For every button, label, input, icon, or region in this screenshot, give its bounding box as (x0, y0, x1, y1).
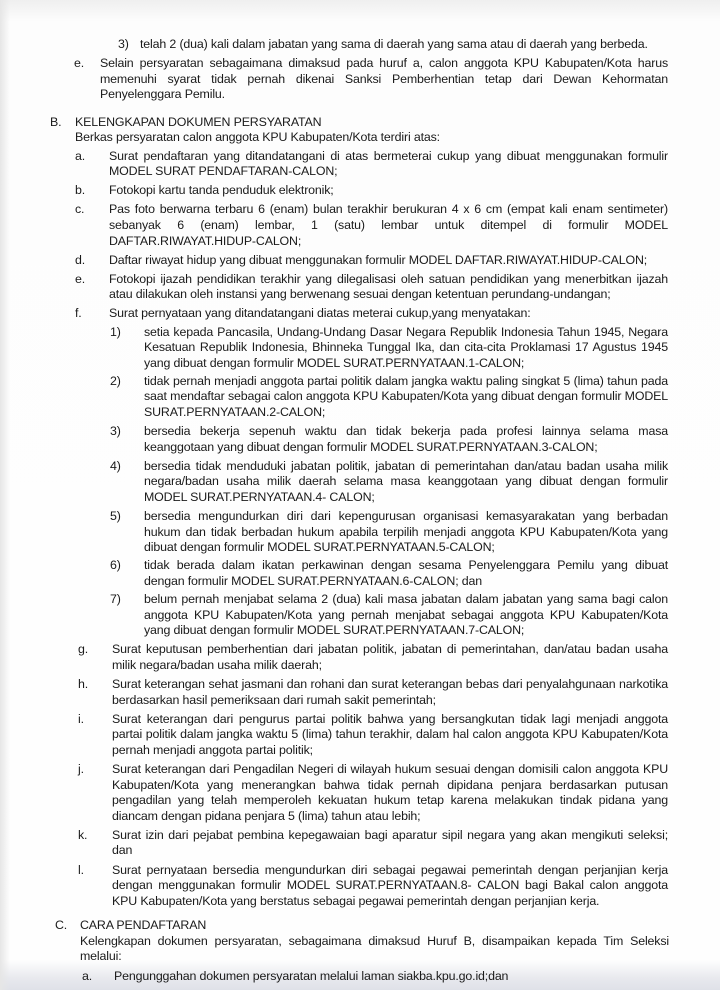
requirement-item-d (75, 252, 668, 269)
list-marker: j. (78, 761, 84, 776)
list-item-text: Daftar riwayat hidup yang dibuat menggunakan formulir MODEL DAFTAR.RIWAYAT.HIDUP-CALON; (109, 252, 648, 267)
section-c-intro: Kelengkapan dokumen persyaratan, sebagaimana dimaksud Huruf B, disampaikan kepada Tim Seleksi melalui: (80, 933, 669, 964)
statement-item-2 (110, 373, 668, 421)
list-marker: k. (78, 827, 88, 842)
list-marker: c. (75, 202, 85, 217)
list-item-text: bersedia mengundurkan diri dari kepengurusan organisasi kemasyarakatan yang berbadan hukum dan tidak berbadan hukum apabila terpilih menjadi anggota KPU Kabupaten/Kota yang dibuat dengan formulir MODEL SURAT.PERNYATAAN.5-CALON; (144, 509, 668, 555)
requirement-item-h (78, 676, 668, 708)
section-b-heading (50, 114, 668, 131)
list-item-text: belum pernah menjabat selama 2 (dua) kali masa jabatan dalam jabatan yang sama bagi calon anggota KPU Kabupaten/Kota yang pernah menjabat sebagai anggota KPU Kabupaten/Kota yang dibuat dengan formulir MODEL SURAT.PERNYATAAN.7-CALON; (144, 592, 668, 638)
list-item-text: Fotokopi ijazah pendidikan terakhir yang dilegalisasi oleh satuan pendidikan yang menerbitkan ijazah atau dilakukan oleh instansi yang berwenang sesuai dengan ketentuan perundang-undangan; (109, 271, 668, 302)
list-item-text: Pengunggahan dokumen persyaratan melalui laman siakba.kpu.go.id;dan (114, 968, 509, 983)
statement-item-1 (110, 324, 668, 372)
section-marker: C. (55, 918, 68, 933)
list-item-text: Surat pernyataan bersedia mengundurkan diri sebagai pegawai pemerintah dengan perjanjian kerja dengan menggunakan formulir MODEL SURAT.PERNYATAAN.8- CALON bagi Bakal calon anggota KPU Kabupaten/Kota yang berstatus sebagai pegawai pemerintah dengan perjanjian kerja. (112, 862, 668, 908)
section-title: CARA PENDAFTARAN (80, 918, 207, 933)
list-marker: a. (82, 968, 93, 983)
requirement-item-g (78, 642, 668, 673)
list-marker: l. (78, 862, 84, 877)
list-item-text: Surat keputusan pemberhentian dari jabatan politik, jabatan di pemerintahan, dan/atau badan usaha milik negara/badan usaha milik daerah; (112, 642, 668, 672)
list-marker: h. (78, 676, 89, 691)
statement-item-4 (110, 458, 668, 506)
list-marker: f. (75, 306, 82, 321)
list-item-text: Surat keterangan sehat jasmani dan rohani dan surat keterangan bebas dari penyalahgunaan narkotika berdasarkan hasil pemeriksaan dari rumah sakit pemerintah; (112, 676, 668, 707)
list-item-text: Surat pernyataan yang ditandatangani diatas meterai cukup,yang menyatakan: (109, 306, 531, 321)
requirement-item-k (78, 827, 668, 859)
list-marker: 5) (110, 509, 121, 524)
list-marker: a. (75, 148, 86, 163)
section-title: KELENGKAPAN DOKUMEN PERSYARATAN (75, 114, 322, 129)
list-marker: i. (78, 711, 84, 726)
requirement-item-a (75, 148, 668, 180)
list-item-text: Surat pendaftaran yang ditandatangani di atas bermeterai cukup yang dibuat menggunakan formulir MODEL SURAT PENDAFTARAN-CALON; (109, 148, 668, 179)
requirement-item-e (75, 271, 668, 303)
list-item-text: bersedia tidak menduduki jabatan politik, jabatan di pemerintahan dan/atau badan usaha milik negara/badan usaha milik daerah selama masa keanggotaan yang dibuat dengan formulir MODEL SURAT.PERNYATAAN.4- CALON; (144, 458, 668, 504)
list-marker: 7) (110, 592, 121, 606)
list-marker: 6) (110, 558, 121, 573)
list-item-text: Selain persyaratan sebagaimana dimaksud pada huruf a, calon anggota KPU Kabupaten/Kota harus memenuhi syarat tidak pernah dikenai Sanksi Pemberhentian tetap dari Dewan Kehormatan Penyelenggara Pemilu. (100, 56, 668, 102)
statement-item-3 (110, 424, 668, 455)
list-item-text: bersedia bekerja sepenuh waktu dan tidak bekerja pada profesi lainnya selama masa keanggotaan yang dibuat dengan formulir MODEL SURAT.PERNYATAAN.3-CALON; (144, 424, 668, 454)
list-item-text: telah 2 (dua) kali dalam jabatan yang sama di daerah yang sama atau di daerah yang berbeda. (140, 37, 648, 51)
list-marker: 3) (110, 424, 121, 439)
section-b-intro: Berkas persyaratan calon anggota KPU Kabupaten/Kota terdiri atas: (75, 130, 440, 145)
list-item-text: Surat keterangan dari Pengadilan Negeri di wilayah hukum sesuai dengan domisili calon anggota KPU Kabupaten/Kota yang menerangkan bahwa tidak pernah dipidana penjara berdasarkan putusan pengadilan yang telah memperoleh kekuatan hukum tetap karena melakukan tindak pidana yang diancam dengan pidana penjara 5 (lima) tahun atau lebih; (112, 761, 668, 823)
document-body (0, 37, 720, 984)
list-item-text: setia kepada Pancasila, Undang-Undang Dasar Negara Republik Indonesia Tahun 1945, Negara Kesatuan Republik Indonesia, Bhinneka Tunggal Ika, dan cita-cita Proklamasi 17 Agustus 1945 yang dibuat dengan formulir MODEL SURAT.PERNYATAAN.1-CALON; (144, 324, 668, 370)
section-marker: B. (50, 114, 62, 129)
list-item-text: Fotokopi kartu tanda penduduk elektronik; (109, 183, 334, 198)
list-item-e (74, 56, 668, 103)
requirement-item-f (75, 306, 668, 322)
list-item-text: Surat keterangan dari pengurus partai politik bahwa yang bersangkutan tidak lagi menjadi anggota partai politik dalam jangka waktu 5 (lima) tahun terakhir, dalam hal calon anggota KPU Kabupaten/Kota pernah menjadi anggota partai politik; (112, 711, 668, 757)
statement-item-6 (110, 558, 668, 589)
list-item-text: Surat izin dari pejabat pembina kepegawaian bagi aparatur sipil negara yang akan mengikuti seleksi; dan (112, 827, 668, 858)
list-item-text: tidak pernah menjadi anggota partai politik dalam jangka waktu paling singkat 5 (lima) tahun pada saat mendaftar sebagai calon anggota KPU Kabupaten/Kota yang dibuat dengan formulir MODEL SURAT.PERNYATAAN.2-CALON; (144, 373, 668, 419)
requirement-item-j (78, 761, 668, 824)
requirement-item-b (75, 183, 668, 199)
section-c-heading (55, 918, 669, 934)
requirement-item-l (78, 862, 668, 910)
registration-item-a (82, 968, 670, 985)
requirement-item-i (78, 711, 668, 759)
statement-item-5 (110, 509, 668, 556)
list-marker: e. (74, 56, 85, 71)
statement-item-7 (110, 592, 668, 639)
list-item-text: tidak berada dalam ikatan perkawinan dengan sesama Penyelenggara Pemilu yang dibuat dengan formulir MODEL SURAT.PERNYATAAN.6-CALON; dan (144, 558, 668, 588)
list-marker: b. (75, 183, 86, 198)
list-marker: d. (75, 252, 86, 267)
list-marker: 4) (110, 458, 121, 473)
list-marker: e. (75, 271, 86, 286)
list-marker: 2) (110, 373, 121, 388)
requirement-item-c (75, 202, 668, 249)
list-item-3 (118, 37, 668, 53)
list-marker: g. (78, 642, 89, 657)
list-marker: 3) (118, 37, 129, 51)
list-marker: 1) (110, 324, 121, 339)
list-item-text: Pas foto berwarna terbaru 6 (enam) bulan terakhir berukuran 4 x 6 cm (empat kali enam sentimeter) sebanyak 6 (enam) lembar, 1 (satu) lembar untuk ditempel di formulir MODEL DAFTAR.RIWAYAT.HIDUP-CALON; (109, 202, 668, 248)
